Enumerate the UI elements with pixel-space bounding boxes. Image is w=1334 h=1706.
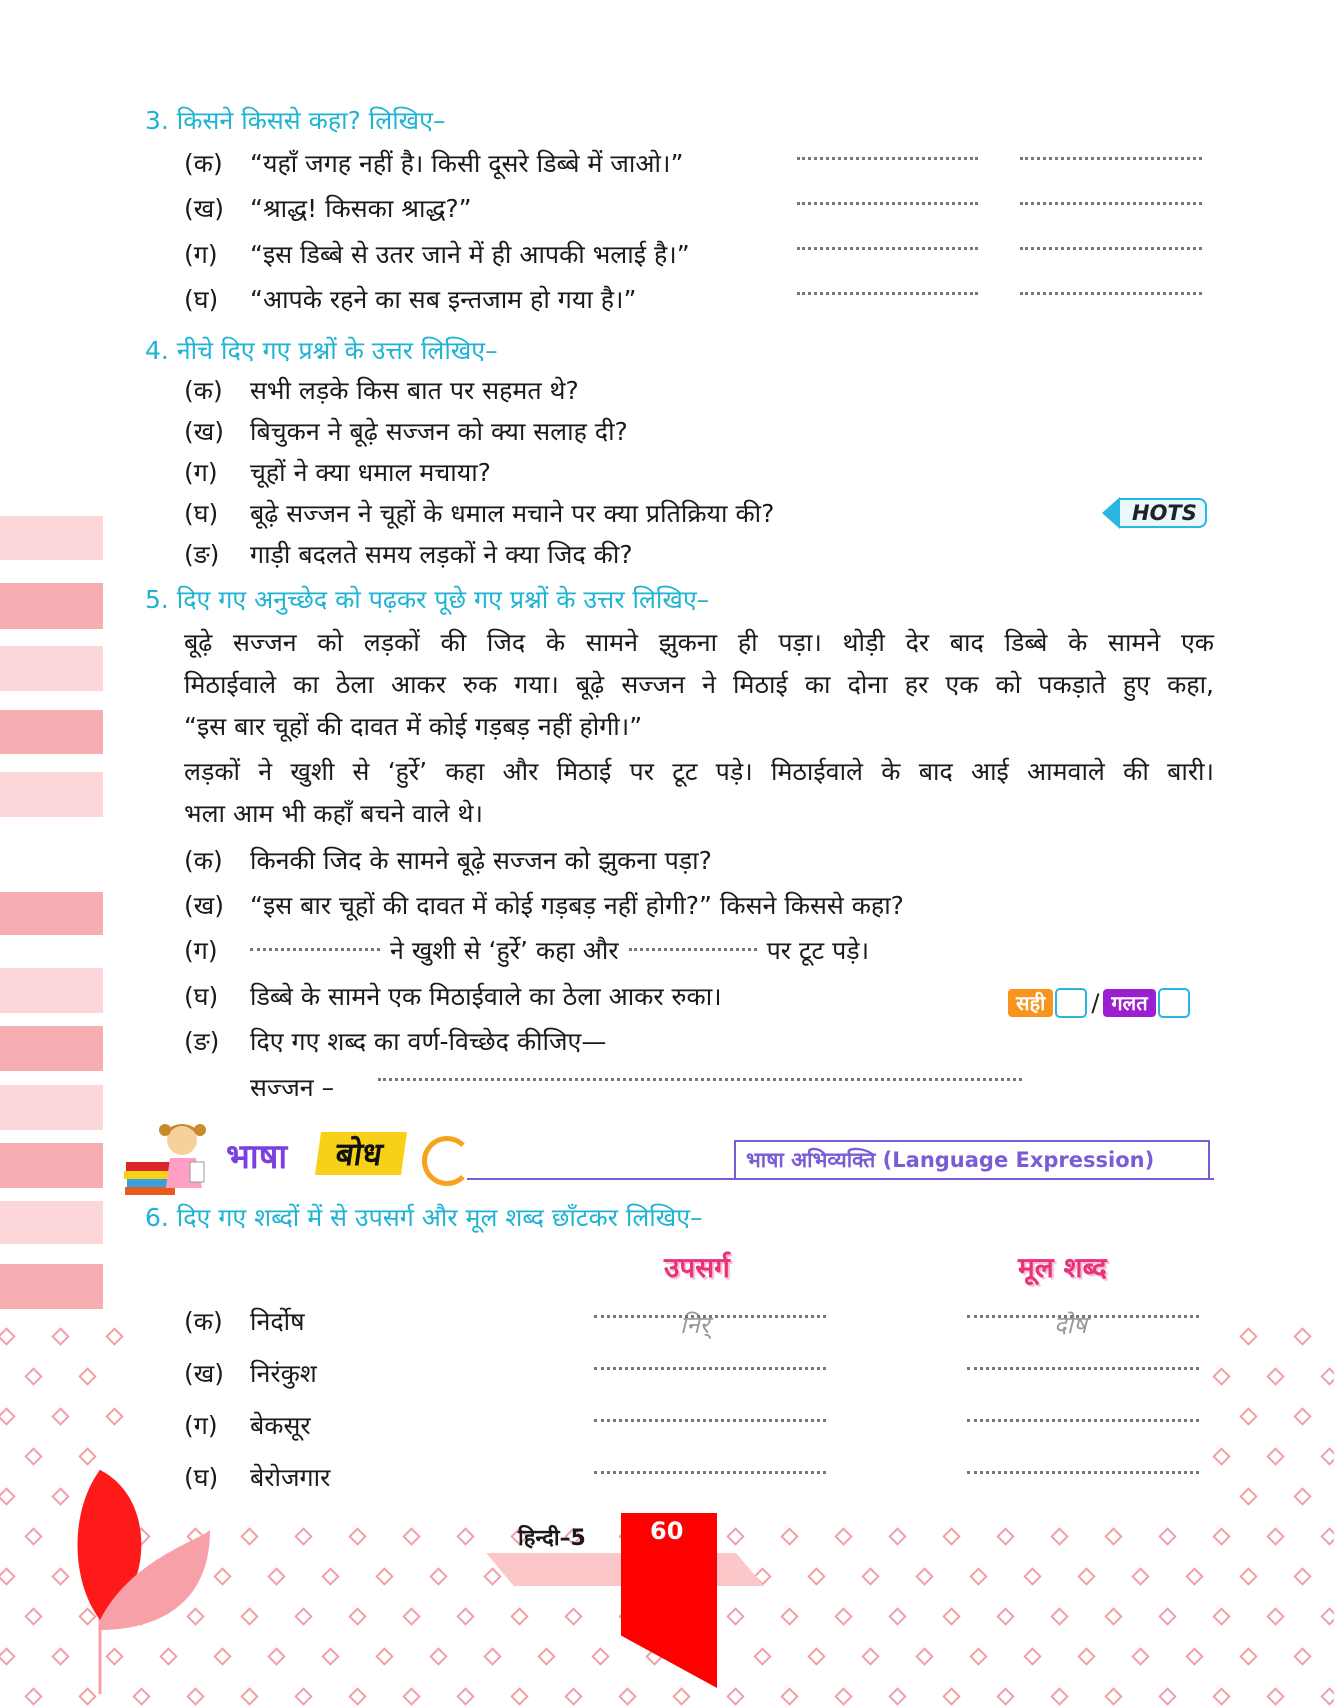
girl-reading-icon: [122, 1118, 218, 1196]
diamond-icon: [1293, 1647, 1311, 1665]
diamond-icon: [834, 1607, 852, 1625]
diamond-icon: [429, 1647, 447, 1665]
answer-line[interactable]: [797, 292, 978, 295]
diamond-icon: [0, 1647, 16, 1665]
diamond-icon: [348, 1607, 366, 1625]
diamond-icon: [456, 1607, 474, 1625]
passage-paragraph-1: [184, 622, 1214, 748]
diamond-icon: [1293, 1567, 1311, 1585]
passage-line: लड़कों ने खुशी से ‘हुर्रे’ कहा और मिठाई पर टूट पड़े। मिठाईवाले के बाद आई आमवाले की बारी।: [184, 757, 1214, 786]
diamond-icon: [1104, 1527, 1122, 1545]
diamond-icon: [1077, 1647, 1095, 1665]
diamond-icon: [51, 1407, 69, 1425]
diamond-icon: [1212, 1447, 1230, 1465]
diamond-icon: [1266, 1687, 1284, 1705]
diamond-icon: [1050, 1527, 1068, 1545]
list-item: [184, 538, 633, 572]
separator: /: [1091, 989, 1100, 1017]
diamond-icon: [672, 1687, 690, 1705]
diamond-icon: [861, 1567, 879, 1585]
diamond-icon: [321, 1567, 339, 1585]
item-label: (ग): [184, 1411, 218, 1440]
passage-paragraph-2: [184, 751, 1214, 835]
diamond-icon: [834, 1687, 852, 1705]
list-item: [184, 147, 683, 181]
diamond-icon: [942, 1687, 960, 1705]
item-text: बेकसूर: [250, 1411, 311, 1440]
answer-line[interactable]: [967, 1471, 1199, 1474]
list-item: [184, 889, 904, 923]
diamond-icon: [267, 1567, 285, 1585]
diamond-icon: [105, 1407, 123, 1425]
swirl-icon: [422, 1136, 472, 1186]
diamond-icon: [1266, 1367, 1284, 1385]
answer-line[interactable]: [594, 1315, 826, 1318]
diamond-icon: [1293, 1327, 1311, 1345]
diamond-icon: [510, 1607, 528, 1625]
item-label: (ख): [184, 1359, 224, 1388]
diamond-icon: [1239, 1407, 1257, 1425]
column-header-prefix: उपसर्ग: [664, 1251, 730, 1284]
column-header-root: मूल शब्द: [1018, 1251, 1107, 1284]
diamond-icon: [294, 1687, 312, 1705]
diamond-icon: [1320, 1607, 1334, 1625]
diamond-icon: [861, 1647, 879, 1665]
answer-line[interactable]: [1020, 247, 1202, 250]
item-text: बूढ़े सज्जन ने चूहों के धमाल मचाने पर क्या प्रतिक्रिया की?: [250, 499, 775, 528]
diamond-icon: [1158, 1527, 1176, 1545]
book-label: हिन्दी–5: [518, 1526, 586, 1551]
item-text: गाड़ी बदलते समय लड़कों ने क्या जिद की?: [250, 540, 633, 569]
answer-line[interactable]: [967, 1315, 1199, 1318]
item-text: दिए गए शब्द का वर्ण-विच्छेद कीजिए—: [250, 1027, 607, 1056]
diamond-icon: [24, 1527, 42, 1545]
diamond-icon: [375, 1647, 393, 1665]
diamond-icon: [888, 1607, 906, 1625]
diamond-icon: [1077, 1567, 1095, 1585]
false-label: गलत: [1103, 989, 1155, 1017]
list-item: [184, 456, 491, 490]
diamond-icon: [591, 1647, 609, 1665]
diamond-icon: [294, 1607, 312, 1625]
diamond-icon: [1239, 1487, 1257, 1505]
diamond-icon: [564, 1607, 582, 1625]
list-item: [184, 980, 722, 1014]
diamond-icon: [240, 1687, 258, 1705]
diamond-icon: [1050, 1607, 1068, 1625]
question-6-title: 6. दिए गए शब्दों में से उपसर्ग और मूल शब्द छाँटकर लिखिए–: [145, 1203, 703, 1232]
diamond-icon: [1131, 1567, 1149, 1585]
item-label: (ङ): [184, 1027, 220, 1056]
item-text: “यहाँ जगह नहीं है। किसी दूसरे डिब्बे में जाओ।”: [250, 149, 684, 178]
language-expression-box: [734, 1140, 1210, 1178]
question-5-title: 5. दिए गए अनुच्छेद को पढ़कर पूछे गए प्रश्नों के उत्तर लिखिए–: [145, 585, 710, 614]
answer-line[interactable]: [1020, 157, 1202, 160]
passage-line: बूढ़े सज्जन को लड़कों की जिद के सामने झुकना ही पड़ा। थोड़ी देर बाद डिब्बे के सामने एक: [184, 628, 1214, 657]
item-label: (घ): [184, 285, 219, 314]
hots-label: HOTS: [1120, 498, 1207, 528]
diamond-icon: [1212, 1367, 1230, 1385]
true-checkbox[interactable]: [1055, 988, 1087, 1018]
diamond-icon: [321, 1647, 339, 1665]
diamond-icon: [456, 1687, 474, 1705]
leaf-decoration: [60, 1460, 230, 1694]
diamond-icon: [456, 1527, 474, 1545]
list-item: [184, 374, 579, 408]
diamond-icon: [1212, 1687, 1230, 1705]
diamond-icon: [1158, 1607, 1176, 1625]
diamond-icon: [1212, 1607, 1230, 1625]
diamond-icon: [51, 1327, 69, 1345]
item-text: “इस डिब्बे से उतर जाने में ही आपकी भलाई है।”: [250, 240, 690, 269]
list-item: [184, 238, 690, 272]
answer-line[interactable]: [594, 1367, 826, 1370]
item-label: (क): [184, 149, 223, 178]
item-text: “आपके रहने का सब इन्तजाम हो गया है।”: [250, 285, 637, 314]
list-item: [184, 415, 628, 449]
diamond-icon: [402, 1607, 420, 1625]
diamond-icon: [294, 1527, 312, 1545]
diamond-icon: [888, 1687, 906, 1705]
sample-answer-prefix: निर्: [680, 1311, 710, 1339]
item-label: (ख): [184, 194, 224, 223]
item-label: (ग): [184, 240, 218, 269]
banner-word-bodh: बोध: [315, 1132, 407, 1175]
diamond-icon: [24, 1607, 42, 1625]
item-text: ने खुशी से ‘हुर्रे’ कहा और: [390, 936, 619, 965]
answer-line[interactable]: [967, 1367, 1199, 1370]
diamond-icon: [24, 1367, 42, 1385]
diamond-icon: [429, 1567, 447, 1585]
diamond-icon: [402, 1687, 420, 1705]
item-label: (घ): [184, 982, 219, 1011]
question-4-title: 4. नीचे दिए गए प्रश्नों के उत्तर लिखिए–: [145, 336, 498, 365]
diamond-icon: [24, 1687, 42, 1705]
diamond-icon: [996, 1687, 1014, 1705]
bhasha-bodh-banner: [122, 1118, 1214, 1196]
item-label: (ख): [184, 417, 224, 446]
diamond-icon: [240, 1607, 258, 1625]
answer-line[interactable]: [797, 157, 978, 160]
diamond-icon: [537, 1647, 555, 1665]
item-label: (ङ): [184, 540, 220, 569]
item-label: (ग): [184, 936, 218, 965]
page-number: 60: [650, 1517, 684, 1545]
diamond-icon: [1266, 1607, 1284, 1625]
diamond-icon: [510, 1687, 528, 1705]
item-label: (ख): [184, 891, 224, 920]
list-item: [184, 283, 636, 317]
passage-line: भला आम भी कहाँ बचने वाले थे।: [184, 799, 483, 828]
diamond-icon: [1320, 1367, 1334, 1385]
diamond-icon: [564, 1687, 582, 1705]
diamond-icon: [1104, 1607, 1122, 1625]
diamond-icon: [942, 1527, 960, 1545]
diamond-icon: [726, 1527, 744, 1545]
diamond-icon: [618, 1687, 636, 1705]
diamond-icon: [24, 1447, 42, 1465]
diamond-icon: [402, 1527, 420, 1545]
question-3-title: 3. किसने किससे कहा? लिखिए–: [145, 106, 446, 135]
diamond-icon: [1239, 1647, 1257, 1665]
diamond-icon: [1185, 1647, 1203, 1665]
answer-line[interactable]: [797, 202, 978, 205]
diamond-icon: [1023, 1567, 1041, 1585]
diamond-icon: [726, 1607, 744, 1625]
diamond-icon: [1131, 1647, 1149, 1665]
item-text: चूहों ने क्या धमाल मचाया?: [250, 458, 491, 487]
diamond-icon: [996, 1527, 1014, 1545]
item-label: (क): [184, 846, 223, 875]
true-label: सही: [1008, 989, 1053, 1017]
diamond-icon: [1185, 1567, 1203, 1585]
diamond-icon: [105, 1327, 123, 1345]
diamond-icon: [0, 1407, 16, 1425]
diamond-icon: [78, 1367, 96, 1385]
diamond-icon: [1239, 1567, 1257, 1585]
list-item: [184, 497, 774, 531]
list-item: [184, 1305, 305, 1339]
passage-line: “इस बार चूहों की दावत में कोई गड़बड़ नहीं होगी।”: [184, 712, 643, 741]
item-text: “इस बार चूहों की दावत में कोई गड़बड़ नहीं होगी?” किसने किससे कहा?: [250, 891, 904, 920]
list-item: [184, 1461, 330, 1495]
item-text: निरंकुश: [250, 1359, 317, 1388]
diamond-icon: [969, 1647, 987, 1665]
diamond-icon: [375, 1567, 393, 1585]
diamond-icon: [834, 1527, 852, 1545]
diamond-icon: [1266, 1527, 1284, 1545]
item-text: “श्राद्ध! किसका श्राद्ध?”: [250, 194, 472, 223]
diamond-icon: [1212, 1527, 1230, 1545]
list-item: [184, 192, 472, 226]
false-checkbox[interactable]: [1158, 988, 1190, 1018]
banner-subtitle: भाषा अभिव्यक्ति (Language Expression): [746, 1148, 1155, 1172]
sample-answer-root: दोष: [1054, 1311, 1087, 1339]
diamond-icon: [1050, 1687, 1068, 1705]
diamond-icon: [1293, 1407, 1311, 1425]
diamond-icon: [267, 1647, 285, 1665]
diamond-icon: [888, 1527, 906, 1545]
true-false-selector: [1008, 988, 1190, 1018]
diamond-icon: [780, 1607, 798, 1625]
item-label: (घ): [184, 1463, 219, 1492]
diamond-icon: [348, 1527, 366, 1545]
item-label: (ग): [184, 458, 218, 487]
blank-field[interactable]: [250, 934, 380, 951]
answer-line[interactable]: [1020, 202, 1202, 205]
item-text: निर्दोष: [250, 1307, 305, 1336]
diamond-icon: [1266, 1447, 1284, 1465]
diamond-icon: [0, 1487, 16, 1505]
diamond-icon: [915, 1647, 933, 1665]
answer-line[interactable]: [1020, 292, 1202, 295]
diamond-icon: [942, 1607, 960, 1625]
diamond-icon: [0, 1327, 16, 1345]
diamond-icon: [348, 1687, 366, 1705]
blank-field[interactable]: [629, 934, 757, 951]
answer-line[interactable]: [594, 1471, 826, 1474]
diamond-icon: [1320, 1447, 1334, 1465]
item-text: किनकी जिद के सामने बूढ़े सज्जन को झुकना पड़ा?: [250, 846, 712, 875]
item-label: (घ): [184, 499, 219, 528]
answer-line[interactable]: [797, 247, 978, 250]
answer-line[interactable]: [967, 1419, 1199, 1422]
item-text: पर टूट पड़े।: [766, 936, 870, 965]
item-text: सभी लड़के किस बात पर सहमत थे?: [250, 376, 579, 405]
diamond-icon: [780, 1687, 798, 1705]
diamond-icon: [1293, 1487, 1311, 1505]
diamond-icon: [807, 1567, 825, 1585]
item-label: (क): [184, 376, 223, 405]
item-label: (क): [184, 1307, 223, 1336]
diamond-icon: [726, 1687, 744, 1705]
diamond-icon: [1320, 1527, 1334, 1545]
list-item: [184, 844, 712, 878]
diamond-icon: [969, 1567, 987, 1585]
diamond-icon: [807, 1647, 825, 1665]
diamond-icon: [0, 1567, 16, 1585]
diamond-icon: [1239, 1327, 1257, 1345]
hots-badge: [1102, 498, 1207, 528]
list-item: [184, 1409, 311, 1443]
diamond-icon: [780, 1527, 798, 1545]
diamond-icon: [1158, 1687, 1176, 1705]
list-item: [184, 1357, 317, 1391]
diamond-icon: [240, 1527, 258, 1545]
diamond-icon: [1104, 1687, 1122, 1705]
list-item: [184, 1025, 606, 1059]
item-text: बेरोजगार: [250, 1463, 331, 1492]
banner-rule: [467, 1178, 1214, 1180]
diamond-icon: [1320, 1687, 1334, 1705]
passage-line: मिठाईवाले का ठेला आकर रुक गया। बूढ़े सज्जन ने मिठाई का दोना हर एक को पकड़ाते हुए कहा,: [184, 670, 1214, 699]
answer-line[interactable]: [378, 1078, 1022, 1081]
diamond-icon: [996, 1607, 1014, 1625]
list-item: [184, 934, 869, 968]
diamond-icon: [483, 1567, 501, 1585]
arrow-left-icon: [1102, 497, 1120, 529]
diamond-icon: [1023, 1647, 1041, 1665]
answer-line[interactable]: [594, 1419, 826, 1422]
item-text: बिचुकन ने बूढ़े सज्जन को क्या सलाह दी?: [250, 417, 628, 446]
banner-word-bhasha: भाषा: [226, 1137, 288, 1177]
diamond-icon: [753, 1647, 771, 1665]
item-text: डिब्बे के सामने एक मिठाईवाले का ठेला आकर रुका।: [250, 982, 722, 1011]
word-label: सज्जन –: [250, 1073, 335, 1102]
diamond-icon: [483, 1647, 501, 1665]
diamond-icon: [915, 1567, 933, 1585]
